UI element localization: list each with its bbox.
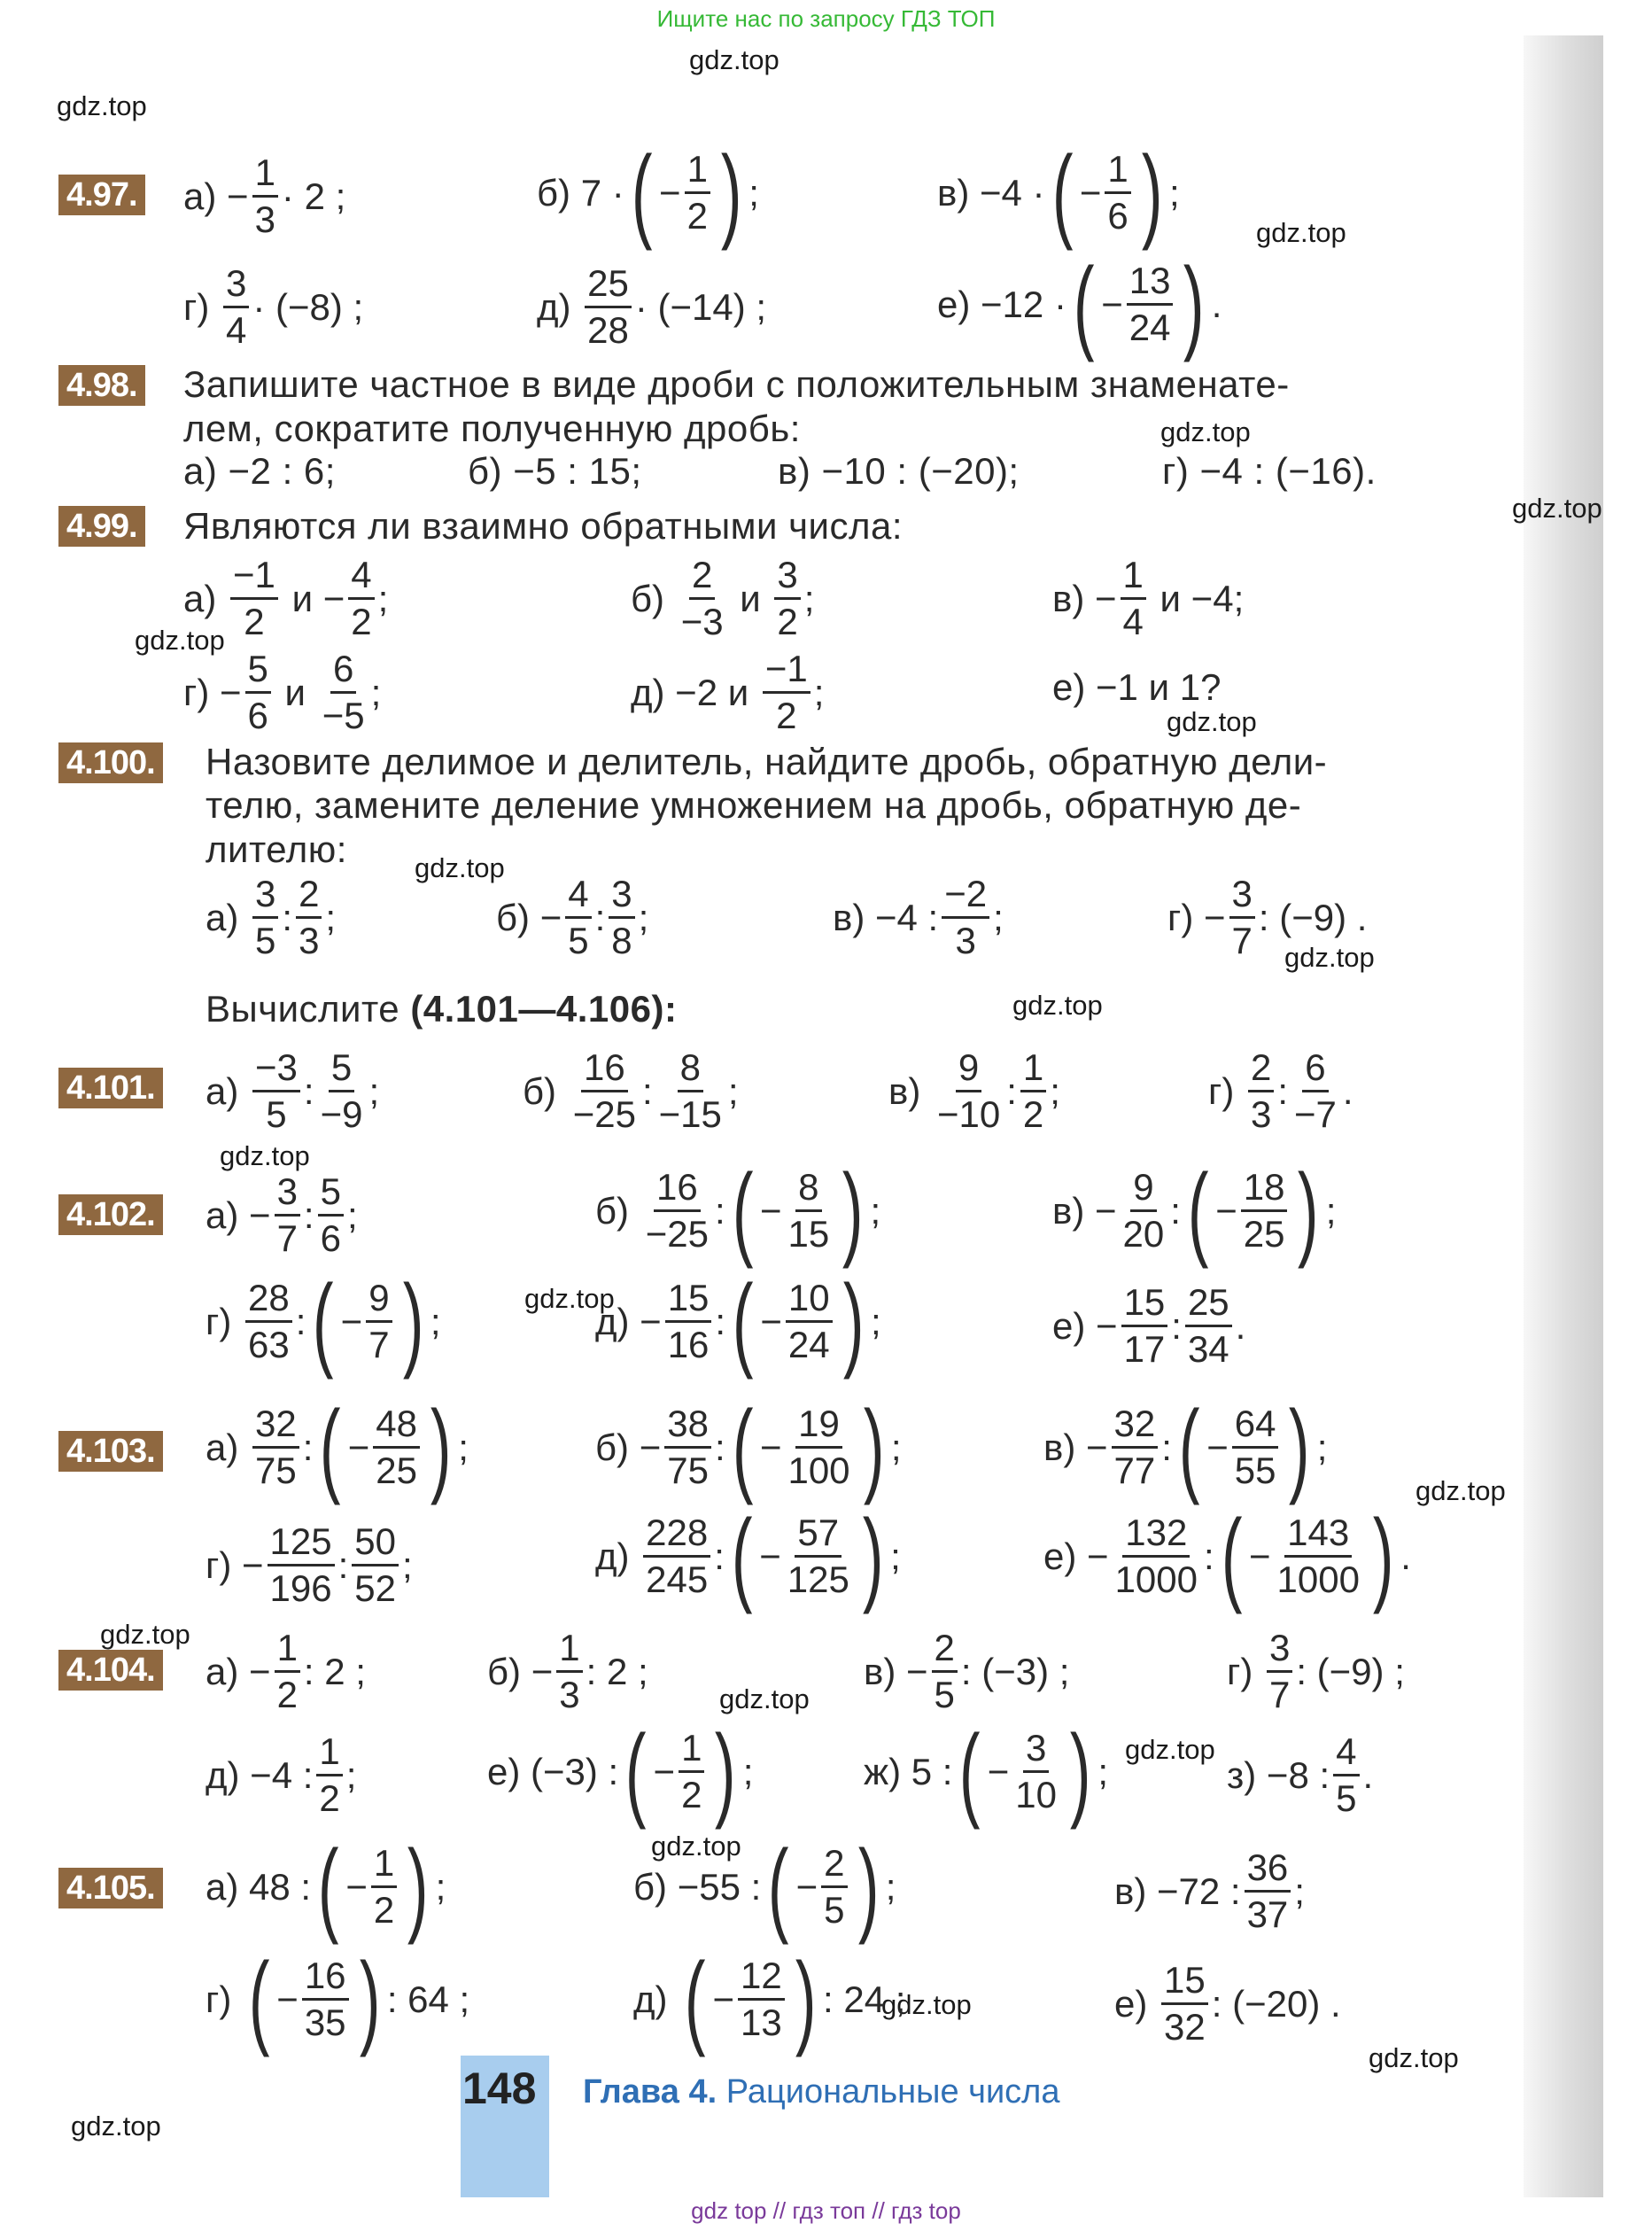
watermark: gdz.top (524, 1283, 615, 1314)
ex4100-task: телю, замените деление умножением на дробь, обратную де- (206, 784, 1302, 826)
watermark: gdz.top (1160, 416, 1251, 447)
ex4105-a: а) 48 : ( − $\frac{1}{2}$ ) ; (206, 1828, 446, 1946)
ex499-task: Являются ли взаимно обратными числа: (183, 505, 904, 547)
watermark: gdz.top (1125, 1734, 1215, 1765)
ex4102-b: б) $\frac{16}{-25}$ : ( − $\frac{8}{15}$ ) ; (595, 1152, 881, 1270)
exercise-number: 4.99. (58, 506, 145, 547)
ex4103-g: г) − $\frac{125}{196}$ : $\frac{50}{52}$ ; (206, 1520, 413, 1609)
footer-links[interactable]: gdz top // гдз топ // гдз top (691, 2197, 961, 2224)
exercise-number: 4.98. (58, 365, 145, 406)
ex4104-d: д) −4 : $\frac{1}{2}$ ; (206, 1730, 357, 1819)
ex4102-e: е) − $\frac{15}{17}$ : $\frac{25}{34}$ . (1052, 1281, 1246, 1370)
ex497-b: б) 7 · ( − $\frac{1}{2}$ ) ; (537, 134, 759, 252)
ex4105-v: в) −72 : $\frac{36}{37}$ ; (1114, 1846, 1305, 1935)
ex498-b: б) −5 : 15; (468, 450, 642, 492)
exercise-number: 4.102. (58, 1194, 163, 1235)
ex499-b: б) $\frac{2}{-3}$ и $\frac{3}{2}$ ; (631, 554, 815, 642)
ex4104-a: а) − $\frac{1}{2}$ : 2 ; (206, 1627, 366, 1715)
exercise-number: 4.101. (58, 1068, 163, 1108)
ex498-task: Запишите частное в виде дроби с положительным знаменате- (183, 363, 1290, 405)
ex497-d: д) $\frac{25}{28}$ · (−14) ; (537, 262, 767, 351)
exercise-number: 4.104. (58, 1650, 163, 1691)
ex4100-v: в) −4 : $\frac{-2}{3}$ ; (833, 873, 1004, 961)
top-search-hint[interactable]: Ищите нас по запросу ГДЗ ТОП (656, 5, 996, 32)
ex4101-b: б) $\frac{16}{-25}$ : $\frac{8}{-15}$ ; (523, 1046, 739, 1135)
ex4103-d: д) $\frac{228}{245}$ : ( − $\frac{57}{125}$ ) ; (595, 1497, 901, 1615)
ex497-e: е) −12 · ( − $\frac{13}{24}$ ) . (937, 245, 1222, 363)
exercise-number: 4.97. (58, 175, 145, 215)
ex4101-g: г) $\frac{2}{3}$ : $\frac{6}{-7}$ . (1208, 1046, 1353, 1135)
ex4103-b: б) − $\frac{38}{75}$ : ( − $\frac{19}{100}$ ) ; (595, 1388, 902, 1506)
ex4102-g: г) $\frac{28}{63}$ : ( − $\frac{9}{7}$ ) ; (206, 1263, 441, 1380)
ex4104-b: б) − $\frac{1}{3}$ : 2 ; (487, 1627, 648, 1715)
ex498-g: г) −4 : (−16). (1162, 450, 1377, 492)
ex4104-zh: ж) 5 : ( − $\frac{3}{10}$ ) ; (864, 1713, 1108, 1831)
ex4100-task: Назовите делимое и делитель, найдите дробь, обратную дели- (206, 741, 1328, 782)
ex4104-v: в) − $\frac{2}{5}$ : (−3) ; (864, 1627, 1070, 1715)
ex4104-e: е) (−3) : ( − $\frac{1}{2}$ ) ; (487, 1713, 754, 1831)
exercise-number: 4.100. (58, 742, 163, 783)
ex4103-a: а) $\frac{32}{75}$ : ( − $\frac{48}{25}$ ) ; (206, 1388, 469, 1506)
compute-heading: Вычислите (4.101—4.106): (206, 988, 678, 1030)
ex499-a: а) $\frac{-1}{2}$ и − $\frac{4}{2}$ ; (183, 554, 389, 642)
watermark: gdz.top (415, 852, 505, 883)
ex498-a: а) −2 : 6; (183, 450, 336, 492)
ex4102-a: а) − $\frac{3}{7}$ : $\frac{5}{6}$ ; (206, 1170, 358, 1259)
watermark: gdz.top (71, 2111, 161, 2142)
watermark: gdz.top (719, 1683, 810, 1714)
ex4105-b: б) −55 : ( − $\frac{2}{5}$ ) ; (633, 1828, 896, 1946)
ex4105-g: г) ( − $\frac{16}{35}$ ) : 64 ; (206, 1940, 470, 2058)
watermark: gdz.top (1512, 493, 1602, 524)
ex4100-a: а) $\frac{3}{5}$ : $\frac{2}{3}$ ; (206, 873, 337, 961)
watermark: gdz.top (1167, 706, 1257, 737)
exercise-number: 4.105. (58, 1868, 163, 1908)
watermark: gdz.top (881, 1989, 972, 2020)
watermark: gdz.top (1369, 2042, 1459, 2073)
watermark: gdz.top (135, 625, 225, 656)
ex4101-a: а) $\frac{-3}{5}$ : $\frac{5}{-9}$ ; (206, 1046, 380, 1135)
ex4103-e: е) − $\frac{132}{1000}$ : ( − $\frac{143}{1000}$ ) . (1043, 1497, 1411, 1615)
ex498-task: лем, сократите полученную дробь: (183, 408, 801, 449)
exercise-number: 4.103. (58, 1431, 163, 1472)
watermark: gdz.top (689, 44, 779, 75)
watermark: gdz.top (1284, 942, 1375, 973)
ex497-a: а) − $\frac{1}{3}$ · 2 ; (183, 152, 346, 240)
ex4104-g: г) $\frac{3}{7}$ : (−9) ; (1227, 1627, 1405, 1715)
ex4100-b: б) − $\frac{4}{5}$ : $\frac{3}{8}$ ; (496, 873, 649, 961)
chapter-title: Глава 4. Рациональные числа (583, 2073, 1060, 2111)
ex4105-d: д) ( − $\frac{12}{13}$ ) : 24 ; (633, 1940, 906, 2058)
ex499-v: в) − $\frac{1}{4}$ и −4; (1052, 554, 1245, 642)
ex4104-z: з) −8 : $\frac{4}{5}$ . (1227, 1730, 1374, 1819)
page-number: 148 (462, 2064, 537, 2113)
ex497-v: в) −4 · ( − $\frac{1}{6}$ ) ; (937, 134, 1180, 252)
ex4100-task: лителю: (206, 828, 347, 870)
watermark: gdz.top (1012, 990, 1103, 1021)
ex499-g: г) − $\frac{5}{6}$ и $\frac{6}{-5}$ ; (183, 648, 382, 736)
watermark: gdz.top (220, 1140, 310, 1171)
ex497-g: г) $\frac{3}{4}$ · (−8) ; (183, 262, 364, 351)
ex4103-v: в) − $\frac{32}{77}$ : ( − $\frac{64}{55}$ ) ; (1043, 1388, 1328, 1506)
page-binding-shadow (1524, 35, 1603, 2197)
ex4102-v: в) − $\frac{9}{20}$ : ( − $\frac{18}{25}$ ) ; (1052, 1152, 1337, 1270)
ex4101-v: в) $\frac{9}{-10}$ : $\frac{1}{2}$ ; (888, 1046, 1060, 1135)
watermark: gdz.top (651, 1831, 741, 1862)
watermark: gdz.top (1415, 1475, 1506, 1506)
ex499-d: д) −2 и $\frac{-1}{2}$ ; (631, 648, 825, 736)
ex498-v: в) −10 : (−20); (778, 450, 1020, 492)
watermark: gdz.top (100, 1619, 190, 1650)
ex499-e: е) −1 и 1? (1052, 666, 1222, 708)
ex4100-g: г) − $\frac{3}{7}$ : (−9) . (1167, 873, 1368, 961)
ex4105-e: е) $\frac{15}{32}$ : (−20) . (1114, 1959, 1341, 2048)
watermark: gdz.top (1256, 217, 1346, 248)
ex4102-d: д) − $\frac{15}{16}$ : ( − $\frac{10}{24}$ ) ; (595, 1263, 881, 1380)
watermark: gdz.top (57, 90, 147, 121)
